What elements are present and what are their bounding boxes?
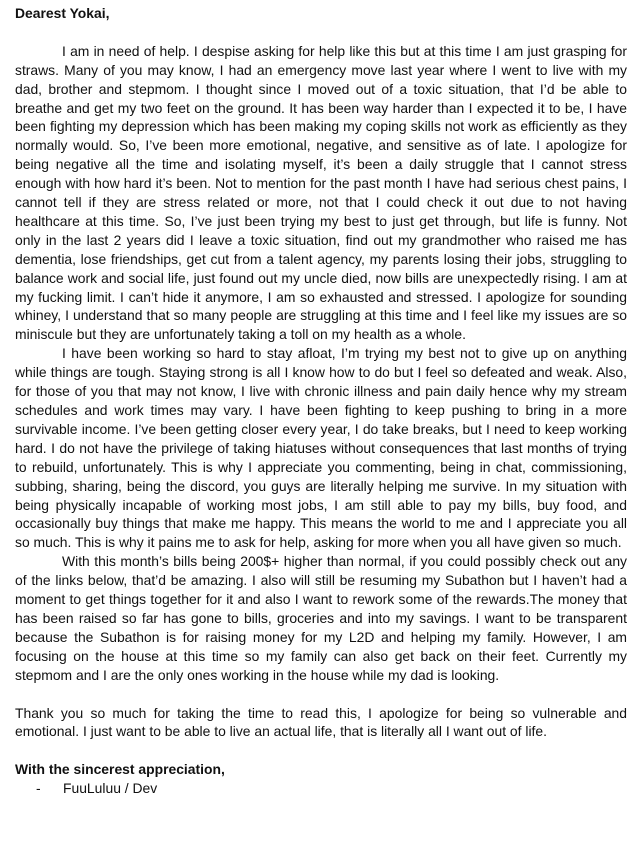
letter-document: [15, 4, 627, 798]
letter-greeting: Dearest Yokai,: [15, 5, 110, 21]
signature-bullet: -: [36, 780, 41, 797]
letter-paragraph-1: I am in need of help. I despise asking for help like this but at this time I am just grasping for straws. Many of you may know, I had an emergency move last year where I went to live with my dad, brother and stepmom. I thought since I moved out of a toxic situation, that I’d be able to breathe and get my two feet on the ground. It has been way harder than I expected it to be, I have been fighting my depression which has been making my coping skills not work as efficiently as they normally would. So, I’ve been more emotional, negative, and sensitive as of late. I apologize for being negative all the time and isolating myself, it’s been a daily struggle that I cannot stress enough with how hard it’s been. Not to mention for the past month I have had serious chest pains, I cannot tell if they are stress related or more, not that I could check it out due to not having healthcare at this time. So, I’ve just been trying my best to just get through, but life is funny. Not only in the last 2 years did I leave a toxic situation, find out my grandmother who raised me has dementia, lose friendships, get cut from a talent agency, my parents losing their jobs, struggling to balance work and social life, just found out my uncle died, now bills are unexpectedly rising. I am at my fucking limit. I can’t hide it anymore, I am so exhausted and stressed. I apologize for sounding whiney, I understand that so many people are struggling at this time and I feel like my issues are so miniscule but they are unfortunately taking a toll on my health as a whole.: [15, 42, 627, 343]
paragraph-spacer: [15, 741, 627, 760]
paragraph-spacer: [15, 685, 627, 704]
signature-line: [15, 779, 627, 798]
letter-thanks-paragraph: Thank you so much for taking the time to read this, I apologize for being so vulnerable and emotional. I just want to be able to live an actual life, that is literally all I want out of life.: [15, 704, 627, 740]
letter-paragraph-3: With this month’s bills being 200$+ higher than normal, if you could possibly check out any of the links below, that’d be amazing. I also will still be resuming my Subathon but I haven’t had a moment to get things together for it and also I want to rework some of the rewards.The money that has been raised so far has gone to bills, groceries and into my savings. I want to be transparent because the Subathon is for raising money for my L2D and helping my family. However, I am focusing on the house at this time so my family can also get back on their feet. Currently my stepmom and I are the only ones working in the house while my dad is looking.: [15, 553, 627, 683]
letter-closing: With the sincerest appreciation,: [15, 761, 225, 778]
letter-paragraph-2: I have been working so hard to stay afloat, I’m trying my best not to give up on anything while things are tough. Staying strong is all I know how to do but I feel so defeated and weak. Also, for those of you that may not know, I live with chronic illness and pain daily hence why my stream schedules and work times may vary. I have been fighting to keep pushing to bring in a more survivable income. I’ve been getting closer every year, I do take breaks, but I need to keep working hard. I do not have the privilege of taking hiatuses without consequences that last months of trying to rebuild, unfortunately. This is why I appreciate you commenting, being in chat, commissioning, subbing, sharing, being the discord, you guys are literally helping me survive. In my situation with being physically incapable of working most jobs, I am still able to pay my bills, buy food, and occasionally buy things that make me happy. This means the world to me and I appreciate you all so much. This is why it pains me to ask for help, asking for more when you all have given so much.: [15, 345, 627, 551]
signature-name: FuuLuluu / Dev: [63, 780, 158, 797]
